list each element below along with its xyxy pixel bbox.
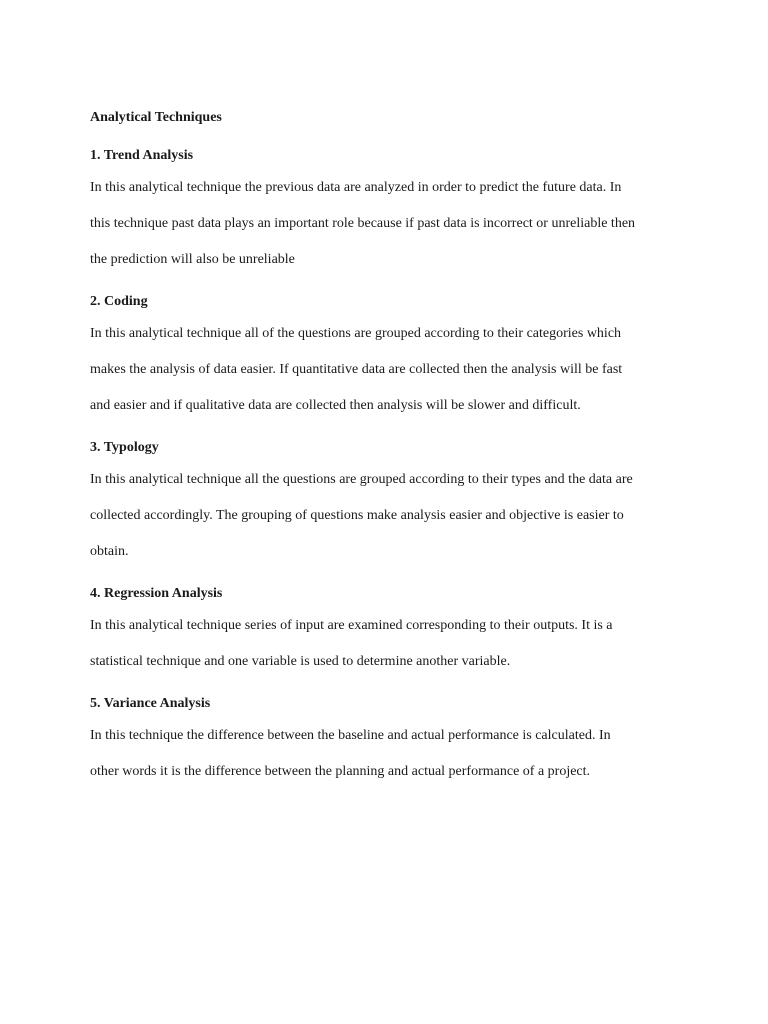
body-line: In this analytical technique series of input are examined corresponding to their outputs. It is a [90, 618, 613, 633]
section-body [90, 170, 677, 278]
section-variance-analysis [90, 690, 677, 790]
body-line: obtain. [90, 544, 129, 559]
body-line: In this analytical technique all the questions are grouped according to their types and the data are [90, 472, 633, 487]
body-line: and easier and if qualitative data are collected then analysis will be slower and difficult. [90, 398, 581, 413]
section-body [90, 718, 677, 790]
body-line: the prediction will also be unreliable [90, 252, 295, 267]
section-typology [90, 434, 677, 570]
section-body [90, 316, 677, 424]
document-title: Analytical Techniques [90, 110, 222, 125]
section-body [90, 462, 677, 570]
section-coding [90, 288, 677, 424]
section-heading: 3. Typology [90, 440, 159, 455]
body-line: this technique past data plays an important role because if past data is incorrect or unreliable then [90, 216, 636, 231]
section-regression-analysis [90, 580, 677, 680]
section-body [90, 608, 677, 680]
section-trend-analysis [90, 142, 677, 278]
body-line: makes the analysis of data easier. If quantitative data are collected then the analysis will be fast [90, 362, 623, 377]
body-line: other words it is the difference between the planning and actual performance of a project. [90, 764, 591, 779]
document-page [90, 104, 677, 790]
body-line: In this technique the difference between the baseline and actual performance is calculated. In [90, 728, 611, 743]
section-heading: 5. Variance Analysis [90, 696, 211, 711]
section-heading: 2. Coding [90, 294, 148, 309]
body-line: In this analytical technique the previous data are analyzed in order to predict the future data. In [90, 180, 622, 195]
body-line: In this analytical technique all of the questions are grouped according to their categories which [90, 326, 622, 341]
section-heading: 4. Regression Analysis [90, 586, 223, 601]
section-heading: 1. Trend Analysis [90, 148, 194, 163]
body-line: collected accordingly. The grouping of questions make analysis easier and objective is easier to [90, 508, 624, 523]
body-line: statistical technique and one variable is used to determine another variable. [90, 654, 511, 669]
